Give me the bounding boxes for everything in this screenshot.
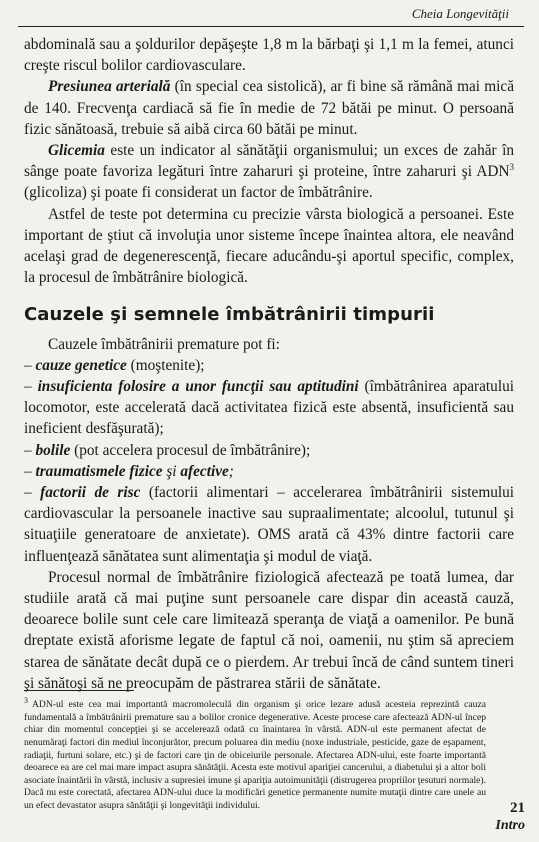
footnote-ref: 3 <box>509 162 514 173</box>
paragraph-biological-age: Astfel de teste pot determina cu precizie vârsta biologică a persoanei. Este important de ştiut că involuţia unor sisteme începe înaintea altora, ele neavând acelaşi grad de degenerescenţă, fiecare aducându-şi aportul specific, complex, la procesul de îmbătrânire biologică. <box>24 205 514 287</box>
dash: – <box>24 441 36 459</box>
running-header-title: Cheia Longevităţii <box>411 6 509 21</box>
dash: – <box>24 356 36 374</box>
section-tag: Intro <box>495 818 525 833</box>
list-item-trauma <box>24 461 514 482</box>
text-blood-pressure: (în special cea sistolică), ar fi bine să rămână mai mică de 140. Frecvenţa cardiacă să fie în medie de 72 bătăi pe minut. O persoană fizic sănătoasă, trebuie să aibă circa 60 bătăi pe minut. <box>24 78 514 138</box>
footnote-text: ADN-ul este cea mai importantă macromoleculă din organism şi orice lezare adusă acesteia reprezintă cauza fundamentală a îmbătrânirii premature sau a bolilor cronice degenerative. Aceste procese care afectează ADN-ul încep chiar din momentul concepţiei şi se accelerează odată cu înaintarea în vârstă. ADN-ul este permanent afectat de nenumăraţi factori din mediul înconjurător, precum poluarea din mediu (noxe industriale, pesticide, gaze de eşapament, radiaţii, furtuni solare, etc.) şi de factori care ţin de obiceiurile personale. Afectarea ADN-ului, este foarte importantă deoarece ea are cel mai mare impact asupra sănătăţii. Acesta este motivul apariţiei cancerului, a diabetului şi a altor boli asociate înaintării în vârstă, inclusiv a supresiei imune şi apariţia autoimunităţii (distrugerea propriilor ţesuturi normale). Dacă nu este corectată, afectarea ADN-ului duce la modificări genetice permanente numite mutaţii dintre care unele au un efect devastator asupra sănătăţii şi longevităţii individului. <box>24 699 486 811</box>
page-number: 21 <box>510 800 525 816</box>
dash: – <box>24 484 41 502</box>
paragraph-waist: abdominală sau a şoldurilor depăşeşte 1,8 m la bărbaţi şi 1,1 m la femei, atunci creşte riscul bolilor cardiovasculare. <box>24 36 514 75</box>
term-physical-trauma: traumatismele fizice <box>35 462 163 480</box>
list-item-insufficient-use <box>24 376 514 440</box>
text-risk-factors: (factorii alimentari – accelerarea îmbătrânirii sistemului cardiovascular la persoanele inactive sau supraalimentate; alcoolul, tutunul şi situaţiile generatoare de anxietate). OMS arată că 43% dintre factorii care influenţează sănătatea sunt alimentaţia şi modul de viaţă. <box>24 484 515 565</box>
text-diseases: (pot accelera procesul de îmbătrânire); <box>70 441 311 459</box>
text-and: şi <box>162 462 181 480</box>
term-blood-pressure: Presiunea arterială <box>48 78 171 96</box>
main-text <box>24 34 514 694</box>
list-item-risk-factors <box>24 482 514 567</box>
term-glycemia: Glicemia <box>48 142 105 160</box>
term-genetic: cauze genetice <box>35 356 127 374</box>
text-glycemia-b: (glicoliza) şi poate fi considerat un factor de îmbătrânire. <box>24 184 373 202</box>
section-heading: Cauzele şi semnele îmbătrânirii timpurii <box>24 304 435 326</box>
text-insufficient-use: (îmbătrânirea aparatului locomotor, este accelerată dacă activitatea fizică este absentă, insuficientă sau ineficient desfăşurată); <box>24 378 514 438</box>
term-insufficient-use: insuficienta folosire a unor funcţii sau aptitudini <box>37 378 359 396</box>
footnote-mark: 3 <box>24 696 28 705</box>
term-risk-factors: factorii de risc <box>40 484 141 502</box>
header-rule <box>18 26 524 27</box>
list-item-diseases <box>24 440 514 461</box>
paragraph-glycemia <box>24 140 514 204</box>
text-glycemia-a: este un indicator al sănătăţii organismului; un exces de zahăr în sânge poate favoriza legături între zaharuri şi proteine, între zaharuri şi ADN <box>24 142 514 181</box>
footnote <box>24 695 486 813</box>
term-diseases: bolile <box>35 441 71 459</box>
dash: – <box>24 378 38 396</box>
text-genetic: (moştenite); <box>126 356 205 374</box>
text-trauma-end: ; <box>228 462 234 480</box>
list-item-genetic <box>24 355 514 376</box>
list-intro: Cauzele îmbătrânirii premature pot fi: <box>48 335 280 353</box>
dash: – <box>24 462 36 480</box>
paragraph-blood-pressure <box>24 76 514 140</box>
term-affective: afective <box>180 462 229 480</box>
footnote-rule <box>24 690 134 691</box>
paragraph-aging-process: Procesul normal de îmbătrânire fiziologică afectează pe toată lumea, dar studiile arată că mai puţine sunt persoanele care dispar din această cauză, deoarece bolile sunt cele care limitează speranţa de viaţă a oamenilor. Pe bună dreptate există aforisme legate de faptul că noi, oamenii, nu ştim să apreciem starea de sănătate decât după ce o pierdem. Ar trebui încă de când suntem tineri şi sănătoşi să ne preocupăm de păstrarea stării de sănătate. <box>24 568 514 692</box>
